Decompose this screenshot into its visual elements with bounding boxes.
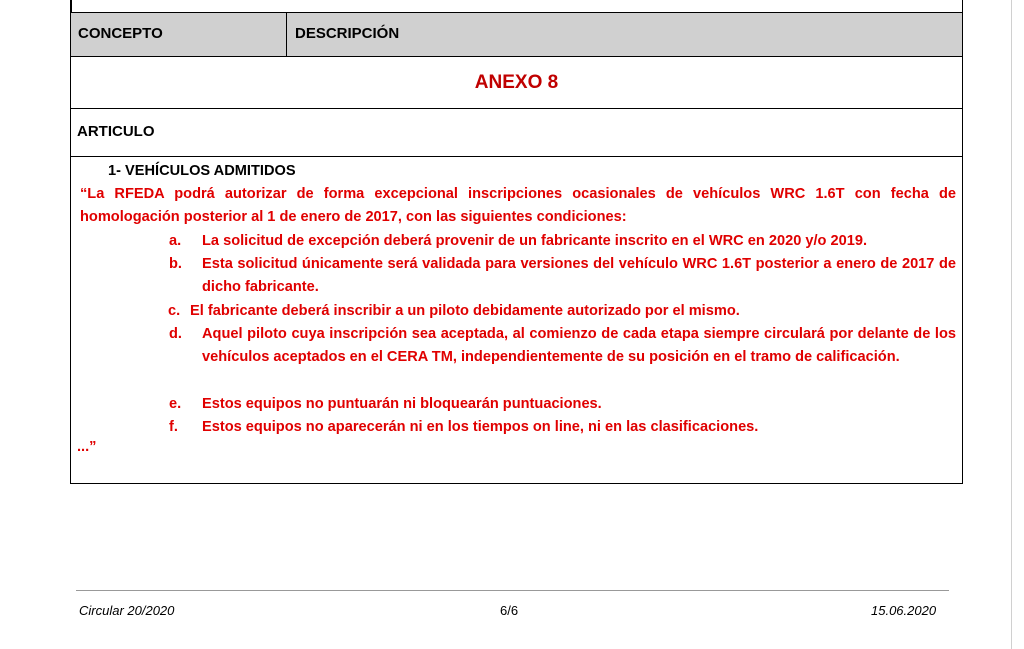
table-header-row [71,12,962,57]
list-item-label: d. [169,326,182,342]
list-item-label: e. [169,396,182,412]
footer-circular: Circular 20/2020 [79,603,175,618]
header-concepto: CONCEPTO [71,13,287,56]
list-item-label: b. [169,256,182,272]
list-item-label: a. [169,233,182,249]
articulo-label: ARTICULO [71,109,962,157]
viewer-edge [1011,0,1024,649]
footer-divider [76,590,949,591]
anexo-title: ANEXO 8 [474,72,559,93]
intro-paragraph: “La RFEDA podrá autorizar de forma excepcional inscripciones ocasionales de vehículos WRC 1.6T con fecha de homologación posterior al 1 de enero de 2017, con las siguientes condiciones: [80,186,956,225]
list-item-text: Esta solicitud únicamente será validada para versiones del vehículo WRC 1.6T posterior a enero de 2017 de dicho fabricante. [202,256,956,295]
list-item-label: f. [169,419,178,435]
closing-ellipsis: ...” [77,439,97,455]
anexo-row [71,57,962,109]
list-item-text: Aquel piloto cuya inscripción sea aceptada, al comienzo de cada etapa siempre circulará por delante de los vehículos aceptados en el CERA TM, independientemente de su posición en el tramo de calificación. [202,326,956,365]
table-border-tick [962,0,964,12]
list-item-text: Estos equipos no puntuarán ni bloquearán puntuaciones. [202,396,602,412]
table-border-tick [70,0,72,12]
regulation-table [70,0,963,484]
list-item-text: Estos equipos no aparecerán ni en los tiempos on line, ni en las clasificaciones. [202,419,759,435]
section-title: 1- VEHÍCULOS ADMITIDOS [108,163,296,179]
header-descripcion: DESCRIPCIÓN [295,25,400,42]
list-item-text: El fabricante deberá inscribir a un piloto debidamente autorizado por el mismo. [190,303,740,319]
footer-page-number: 6/6 [500,603,519,618]
list-item-label: c. [168,303,181,319]
footer-date: 15.06.2020 [871,603,937,618]
list-item-text: La solicitud de excepción deberá provenir de un fabricante inscrito en el WRC en 2020 y/o 2019. [202,233,868,249]
